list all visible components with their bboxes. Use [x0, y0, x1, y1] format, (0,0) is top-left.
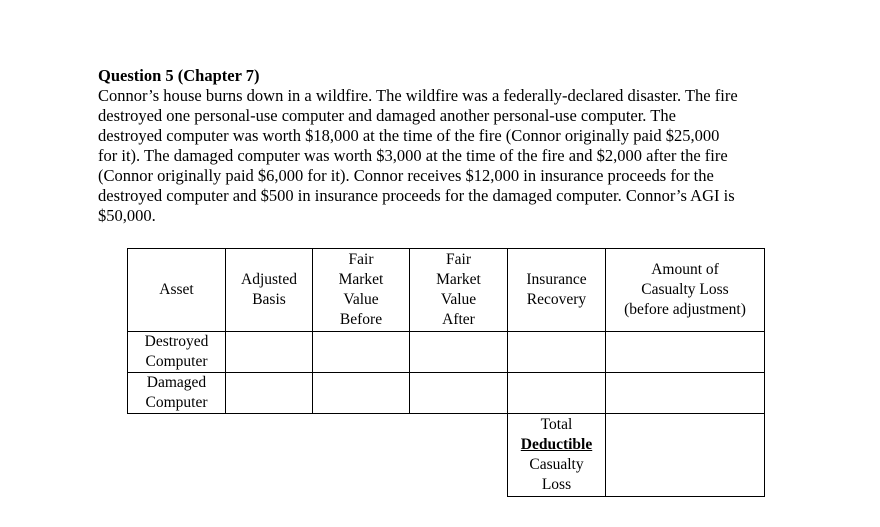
header-casualty-loss: Amount of Casualty Loss (before adjustment) [606, 249, 765, 332]
question-title: Question 5 (Chapter 7) [98, 66, 260, 85]
question-text: Connor’s house burns down in a wildfire. The wildfire was a federally-declared disaster. The fire destroyed one personal-use computer and damaged another personal-use computer. The destroyed computer was worth $18,000 at the time of the fire (Connor originally paid $25,000 for it). The damaged computer was worth $3,000 at the time of the fire and $2,000 after the fire (Connor originally paid $6,000 for it). Connor receives $12,000 in insurance proceeds for the destroyed computer and $500 in insurance proceeds for the damaged computer. Connor’s AGI is $50,000. [98, 86, 738, 225]
blank-cell [128, 414, 226, 497]
total-row [128, 414, 765, 497]
cell-fmv-before-destroyed[interactable] [313, 332, 410, 373]
row-asset-destroyed: Destroyed Computer [128, 332, 226, 373]
cell-fmv-before-damaged[interactable] [313, 373, 410, 414]
cell-total-deductible-loss[interactable] [606, 414, 765, 497]
cell-adjusted-basis-damaged[interactable] [226, 373, 313, 414]
blank-cell [410, 414, 508, 497]
table-row [128, 373, 765, 414]
header-adjusted-basis: Adjusted Basis [226, 249, 313, 332]
total-label-line3: Casualty Loss [529, 456, 584, 493]
cell-adjusted-basis-destroyed[interactable] [226, 332, 313, 373]
casualty-loss-table [127, 248, 765, 497]
total-label-line1: Total [540, 416, 573, 433]
cell-casualty-loss-destroyed[interactable] [606, 332, 765, 373]
blank-cell [313, 414, 410, 497]
cell-fmv-after-damaged[interactable] [410, 373, 508, 414]
header-asset: Asset [128, 249, 226, 332]
header-insurance-recovery: Insurance Recovery [508, 249, 606, 332]
table-header-row [128, 249, 765, 332]
total-deductible-label [508, 414, 606, 497]
header-fmv-after: Fair Market Value After [410, 249, 508, 332]
row-asset-damaged: Damaged Computer [128, 373, 226, 414]
header-fmv-before: Fair Market Value Before [313, 249, 410, 332]
total-label-deductible: Deductible [520, 436, 593, 453]
cell-insurance-destroyed[interactable] [508, 332, 606, 373]
table-row [128, 332, 765, 373]
cell-fmv-after-destroyed[interactable] [410, 332, 508, 373]
cell-insurance-damaged[interactable] [508, 373, 606, 414]
blank-cell [226, 414, 313, 497]
cell-casualty-loss-damaged[interactable] [606, 373, 765, 414]
question-block [98, 66, 798, 226]
